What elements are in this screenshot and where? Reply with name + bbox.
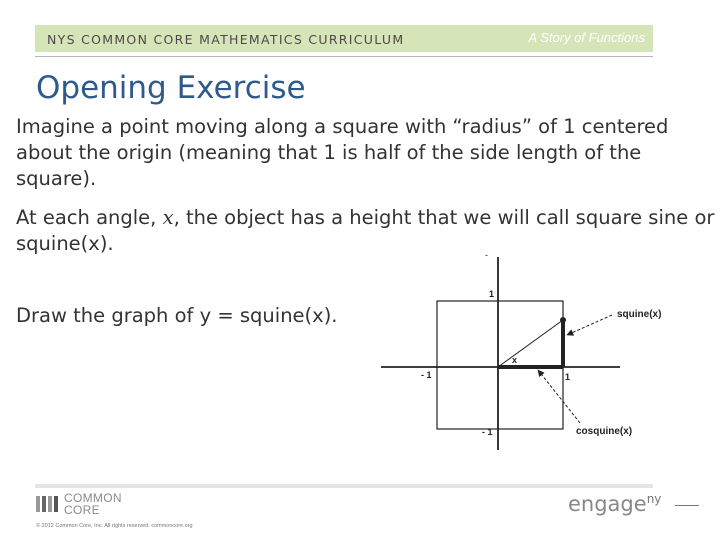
- radius-line: [498, 320, 563, 367]
- moving-point: [560, 317, 566, 323]
- common-core-wordmark: [64, 492, 122, 516]
- squine-diagram: [375, 245, 695, 455]
- brand-superscript: ny: [646, 492, 662, 506]
- copyright-notice: © 2012 Common Core, Inc. All rights reserved. commoncore.org: [36, 523, 193, 529]
- header-bar: [35, 25, 653, 52]
- paragraph-square-description: Imagine a point moving along a square with “radius” of 1 centered about the origin (meaning that 1 is half of the side length of the square).: [16, 115, 669, 190]
- footer-rule: [675, 505, 699, 506]
- cosquine-leader: [538, 370, 580, 423]
- p2-text-before: At each angle,: [16, 206, 163, 229]
- label-right: 1: [565, 372, 571, 382]
- label-cosquine: cosquine(x): [576, 426, 633, 437]
- footer-bar: [35, 484, 653, 488]
- slide-title: Opening Exercise: [36, 70, 306, 106]
- engageny-logo: [568, 492, 661, 516]
- header-divider: [35, 56, 653, 57]
- module-title: A Story of Functions: [528, 30, 645, 45]
- curriculum-title: NYS COMMON CORE MATHEMATICS CURRICULUM: [47, 32, 405, 47]
- label-left: - 1: [421, 370, 432, 380]
- p2-text-after: , the object has a height that we will call square sine or squine(x).: [16, 206, 715, 255]
- logo-line-1: COMMON: [64, 491, 122, 505]
- logo-line-2: CORE: [64, 503, 100, 517]
- common-core-logo-icon: [36, 492, 62, 512]
- axes: [381, 257, 620, 450]
- label-top: 1: [489, 289, 495, 299]
- label-bottom: - 1: [482, 427, 493, 437]
- squine-leader: [567, 315, 612, 335]
- label-squine: squine(x): [617, 309, 662, 320]
- label-tick: -: [485, 250, 488, 260]
- angle-variable: x: [162, 206, 174, 229]
- label-angle: x: [512, 355, 518, 365]
- paragraph-task: Draw the graph of y = squine(x).: [16, 304, 338, 327]
- brand-text: engage: [568, 492, 647, 516]
